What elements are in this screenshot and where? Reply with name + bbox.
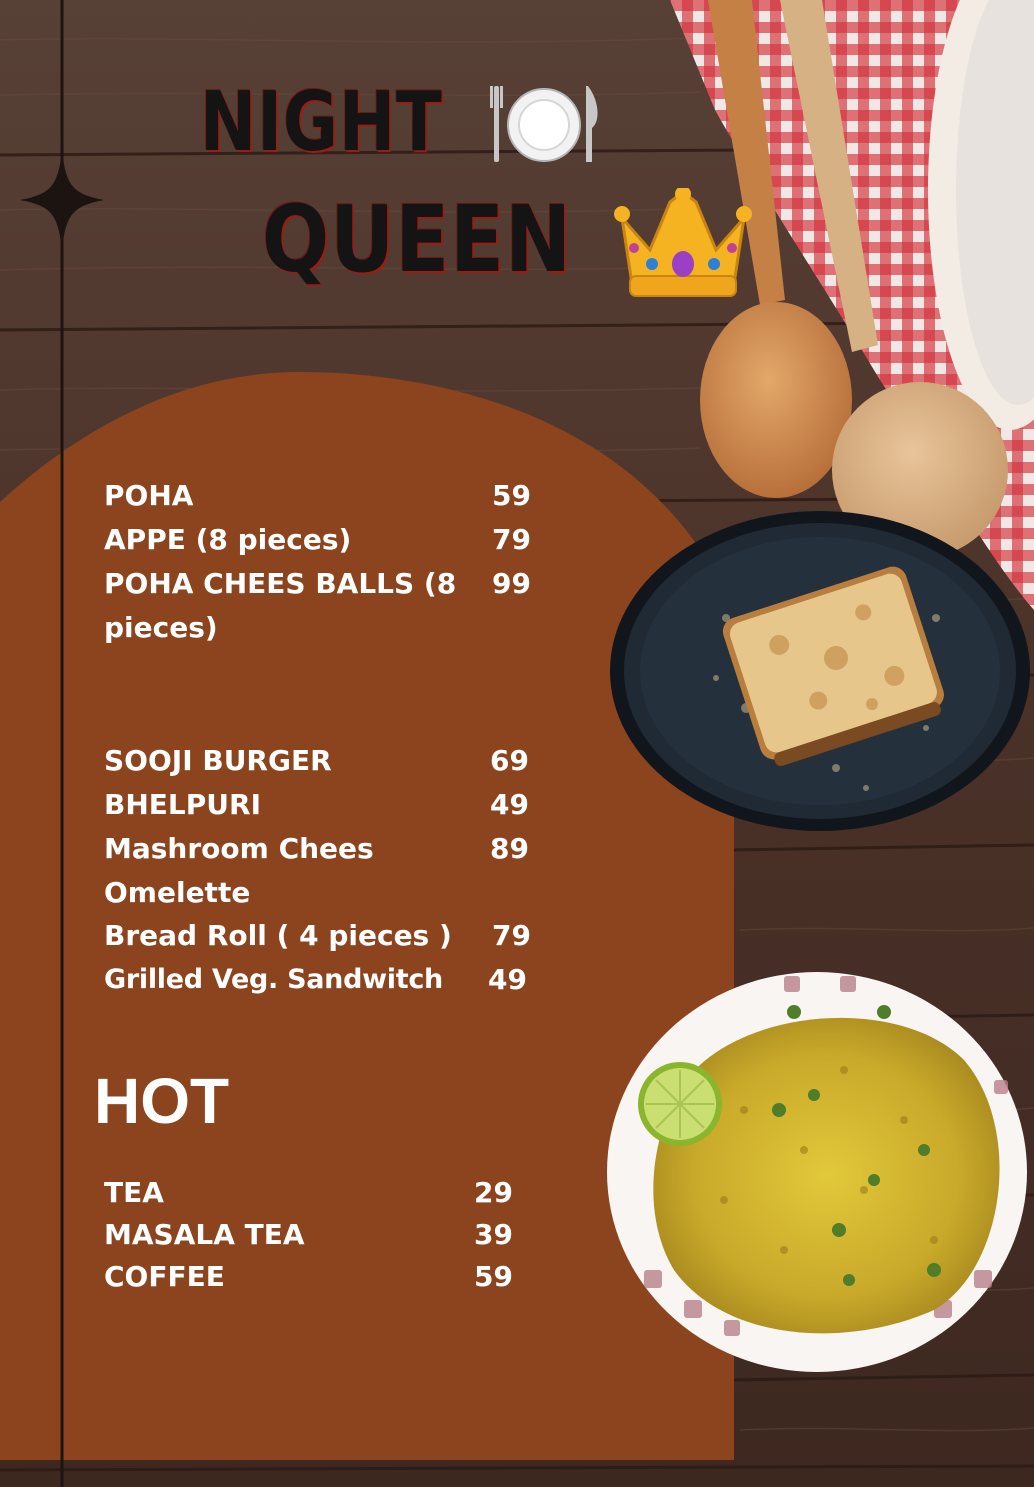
menu-item xyxy=(104,914,534,958)
item-price: 79 xyxy=(492,523,531,556)
item-name: COFFEE xyxy=(104,1260,225,1293)
item-price: 59 xyxy=(474,1260,513,1293)
item-price: 49 xyxy=(490,788,529,821)
menu-item xyxy=(104,1255,524,1299)
item-name: TEA xyxy=(104,1176,164,1209)
item-price: 89 xyxy=(490,832,529,865)
item-name: POHA xyxy=(104,479,194,512)
item-name: SOOJI BURGER xyxy=(104,744,332,777)
poha-plate-image xyxy=(604,970,1030,1374)
item-name: POHA CHEES BALLS (8 xyxy=(104,567,457,600)
item-name: BHELPURI xyxy=(104,788,261,821)
item-price: 79 xyxy=(492,919,531,952)
menu-item xyxy=(104,783,534,827)
menu-item xyxy=(104,562,534,650)
item-price: 29 xyxy=(474,1176,513,1209)
item-price: 69 xyxy=(490,744,529,777)
menu-item xyxy=(104,958,534,1002)
menu-item xyxy=(104,474,534,518)
item-price: 59 xyxy=(492,479,531,512)
item-name-line2: pieces) xyxy=(104,611,218,644)
menu-item xyxy=(104,1213,524,1257)
menu-item xyxy=(104,1171,524,1215)
menu-item xyxy=(104,518,534,562)
menu-item xyxy=(104,739,534,783)
item-price: 99 xyxy=(492,567,531,600)
item-name: Bread Roll ( 4 pieces ) xyxy=(104,919,452,952)
item-price: 39 xyxy=(474,1218,513,1251)
crown-icon xyxy=(612,188,754,302)
item-name: Grilled Veg. Sandwitch xyxy=(104,964,443,995)
menu-item xyxy=(104,827,534,915)
title-night: NIGHT xyxy=(200,75,443,170)
plate-fork-knife-icon xyxy=(488,82,604,168)
title-queen: QUEEN xyxy=(262,186,573,293)
item-name-line2: Omelette xyxy=(104,876,251,909)
item-name: APPE (8 pieces) xyxy=(104,523,352,556)
sandwich-on-tawa-image xyxy=(606,508,1034,834)
item-name: Mashroom Chees xyxy=(104,832,374,865)
item-price: 49 xyxy=(488,963,527,996)
hot-heading: HOT xyxy=(94,1065,230,1137)
item-name: MASALA TEA xyxy=(104,1218,305,1251)
